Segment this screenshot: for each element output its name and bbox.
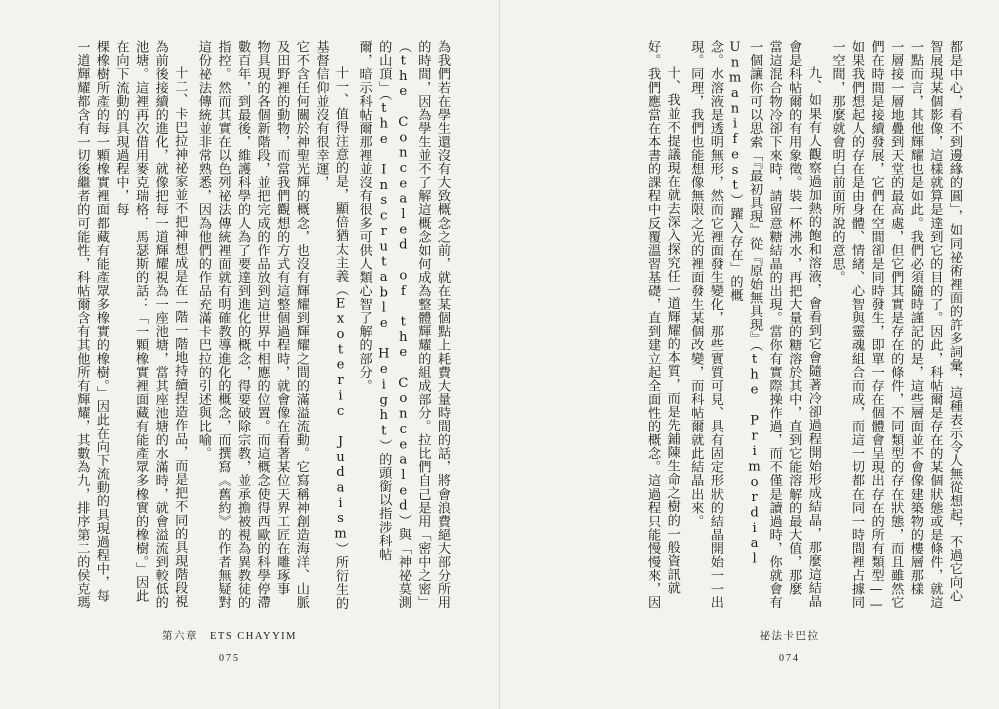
paragraph: 這份祕法傳統並非常熟悉，因為他們的作品充滿卡巴拉的引述與比喻。 xyxy=(195,40,211,461)
paragraph: 念。水溶液是透明無形，然而它裡面發生變化，那些實質可見、具有固定形狀的結晶開始一一出 xyxy=(707,40,723,610)
paragraph: 會是科帖爾的有用象徵。裝一杯沸水，再把大量的糖溶於其中，直到它能溶解的最大值，那麼 xyxy=(786,40,802,596)
right-page-text xyxy=(574,40,964,615)
paragraph: 為我們若在學生還沒有大致概念之前，就在某個點上耗費大量時間的話，將會浪費絕大部分所用 xyxy=(435,40,450,610)
paragraph: 為前後接續的進化，就像把每一道輝耀視為一座池塘，當其座池塘的水滿時，就會溢流到較低的 xyxy=(152,40,168,610)
page-number: 074 xyxy=(779,653,800,664)
running-head: 第六章 ETS CHAYYIM xyxy=(162,631,297,642)
paragraph: （the Concealed of the Concealed）與「神祕莫測的山頂」（the Inscrutable Height）的頭銜以指涉科帖 xyxy=(376,40,411,609)
paragraph: 的時間，因為學生並不了解這概念如何成為整體輝耀的組成部分。拉比們自己是用「密中之密」 xyxy=(415,40,431,610)
paragraph: 及田野裡的動物，而當我們觀想的方式有這整個過程時，就會像在看著某位天界工匠在雕琢事 xyxy=(274,40,290,596)
section-12-start: 十二、卡巴拉神祕家並不把神想成是在一階一階地持續捏造作品，而是把不同的具現階段視 xyxy=(172,66,188,609)
paragraph: 一點而言，其他輝耀也是如此。我們必須隨時謹記的是，這些層面並不會像建築物的樓層那樣 xyxy=(907,40,923,596)
paragraph: 當這混合物冷卻下來時，請留意糖結晶的出現。當你有實際操作過，而不僅是讀過時，你就會有 xyxy=(766,40,782,610)
section-9-start: 九、如果有人觀察過加熱的飽和溶液，會看到它會隨著冷卻過程開始形成結晶，那麼這結晶 xyxy=(805,66,821,609)
paragraph: 它不含任何關於神聖光輝的概念，也沒有輝耀到輝耀之間的滿溢流動。它寫稱神創造海洋、山脈 xyxy=(293,40,309,610)
left-page xyxy=(0,0,499,709)
left-page-footer xyxy=(0,628,479,664)
paragraph: 如果我們想起人的存在是由身體、情緒、心智與靈魂組合而成，而這一切都在同一時間裡占據同 xyxy=(849,40,865,610)
section-11-start: 十一、值得注意的是，顯倍猶太主義（Exoteric Judaism）所衍生的基督信仰並沒有很幸運， xyxy=(313,40,349,611)
paragraph: 智展現某個影像，這樣就算是達到它的目的了。因此，科帖爾是存在的某個狀態或是條件，就這 xyxy=(927,40,943,610)
paragraph: 一道輝耀都含有一切後繼者的可能性，科帖爾含有其他所有輝耀，其數為九，排序第二的侯克瑪 xyxy=(74,40,90,610)
paragraph: 們在時間是接續發展，它們在空間卻是同時發生，即單一存在個體會呈現出存在的所有類型—— xyxy=(868,40,884,613)
paragraph: 池塘。這裡再次借用麥克瑞格．馬瑟斯的話：「一顆橡實裡面藏有能產眾多橡實的橡樹。」因此在向下流動的具現過程中，每 xyxy=(113,40,149,603)
running-head: 祕法卡巴拉 xyxy=(759,631,820,642)
paragraph: 一層接一層地疊到天堂的最高處，但它們其實是存在的條件，不同類型的存在狀態，而且雖然它 xyxy=(888,40,904,610)
paragraph: 數百年，到最後，維護科學的人為了要達到進化的概念，得要破除宗教，並承擔被視為異教徒的 xyxy=(235,40,251,610)
right-page xyxy=(500,0,999,709)
paragraph: 都是中心，看不到邊緣的圓」，如同祕術裡面的許多詞彙，這種表示令人無從想起，不過它向心 xyxy=(947,40,962,603)
paragraph: 爾，暗示科帖爾那裡並沒有很多可供人類心智了解的部分。 xyxy=(356,40,372,393)
paragraph: 一個讓你可以思索「『最初具現』從『原始無具現』（the Primordial Unmanifest）躍入存在」的概 xyxy=(727,40,763,567)
paragraph: 一空間，那麼就會明白前面所說的意思。 xyxy=(829,40,845,284)
paragraph: 好。我們應當在本書的課程中反覆溫習基礎，直到建立起全面性的概念。這過程只能慢慢來，因 xyxy=(645,40,661,610)
right-page-footer xyxy=(540,628,999,664)
paragraph: 指控。然而其實在以色列祕法傳統裡面就有明確教導進化的概念，而撰寫《舊約》的作者無疑對 xyxy=(215,40,231,610)
left-page-text xyxy=(62,40,452,615)
section-10-start: 十、我並不提議現在就去深入探究任一道輝耀的本質，而是先鋪陳生命之樹的一般資訊就 xyxy=(664,66,680,595)
paragraph: 棵橡樹所產的每一顆橡實裡面都藏有能產眾多橡實的橡樹。」因此在向下流動的具現過程中，每 xyxy=(93,40,109,603)
paragraph: 物具現的各個新階段，並把完成的作品放到這世界中相應的位置。而這概念使得西歐的科學停滯 xyxy=(254,40,270,610)
page-number: 075 xyxy=(219,653,240,664)
paragraph: 現。同理，我們也能想像無限之光的裡面發生某個改變，而科帖爾就此結晶出來。 xyxy=(688,40,704,528)
